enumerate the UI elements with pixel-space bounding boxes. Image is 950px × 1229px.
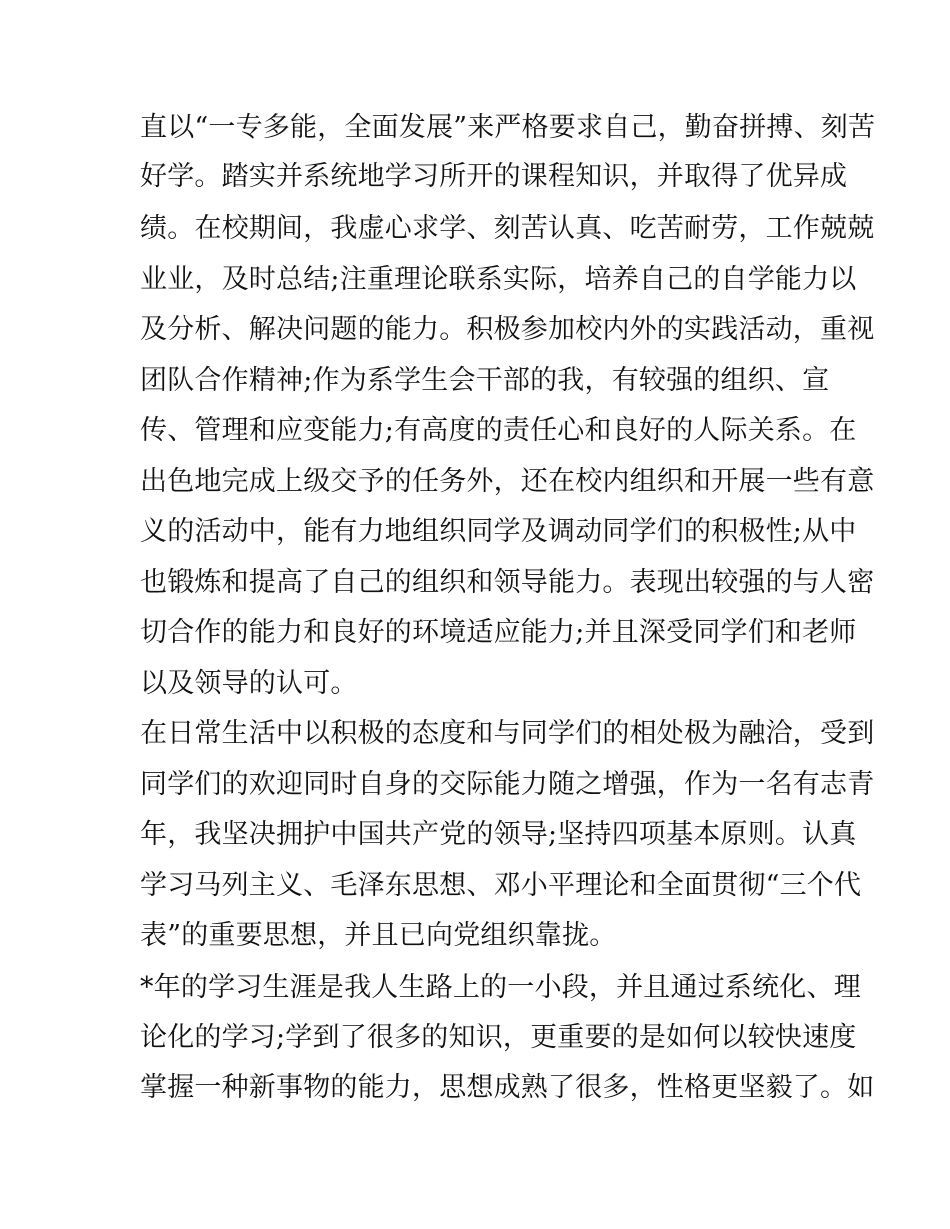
text-line: 义的活动中，能有力地组织同学及调动同学们的积极性;从中 bbox=[140, 516, 857, 547]
text-line: 切合作的能力和良好的环境适应能力;并且深受同学们和老师 bbox=[140, 617, 857, 648]
text-line: 以及领导的认可。 bbox=[140, 668, 358, 699]
text-line: 学习马列主义、毛泽东思想、邓小平理论和全面贯彻“三个代 bbox=[140, 870, 862, 901]
text-line: 论化的学习;学到了很多的知识，更重要的是如何以较快速度 bbox=[140, 1022, 857, 1053]
text-line: 掌握一种新事物的能力，思想成熟了很多，性格更坚毅了。如 bbox=[140, 1072, 875, 1103]
text-line: *年的学习生涯是我人生路上的一小段，并且通过系统化、理 bbox=[140, 972, 861, 1003]
text-line: 传、管理和应变能力;有高度的责任心和良好的人际关系。在 bbox=[140, 415, 857, 446]
text-line: 直以“一专多能，全面发展”来严格要求自己，勤奋拼搏、刻苦 bbox=[140, 112, 876, 143]
text-line: 表”的重要思想，并且已向党组织靠拢。 bbox=[140, 920, 617, 951]
text-line: 绩。在校期间，我虚心求学、刻苦认真、吃苦耐劳，工作兢兢 bbox=[140, 213, 875, 244]
text-line: 年，我坚决拥护中国共产党的领导;坚持四项基本原则。认真 bbox=[140, 819, 857, 850]
text-line: 在日常生活中以积极的态度和与同学们的相处极为融洽，受到 bbox=[140, 718, 875, 749]
text-line: 团队合作精神;作为系学生会干部的我，有较强的组织、宣 bbox=[140, 365, 830, 396]
text-line: 好学。踏实并系统地学习所开的课程知识，并取得了优异成 bbox=[140, 161, 848, 192]
text-line: 也锻炼和提高了自己的组织和领导能力。表现出较强的与人密 bbox=[140, 567, 875, 598]
text-line: 出色地完成上级交予的任务外，还在校内组织和开展一些有意 bbox=[140, 466, 875, 497]
text-line: 同学们的欢迎同时自身的交际能力随之增强，作为一名有志青 bbox=[140, 769, 875, 800]
text-line: 业业，及时总结;注重理论联系实际，培养自己的自学能力以 bbox=[140, 264, 857, 295]
text-line: 及分析、解决问题的能力。积极参加校内外的实践活动，重视 bbox=[140, 314, 875, 345]
